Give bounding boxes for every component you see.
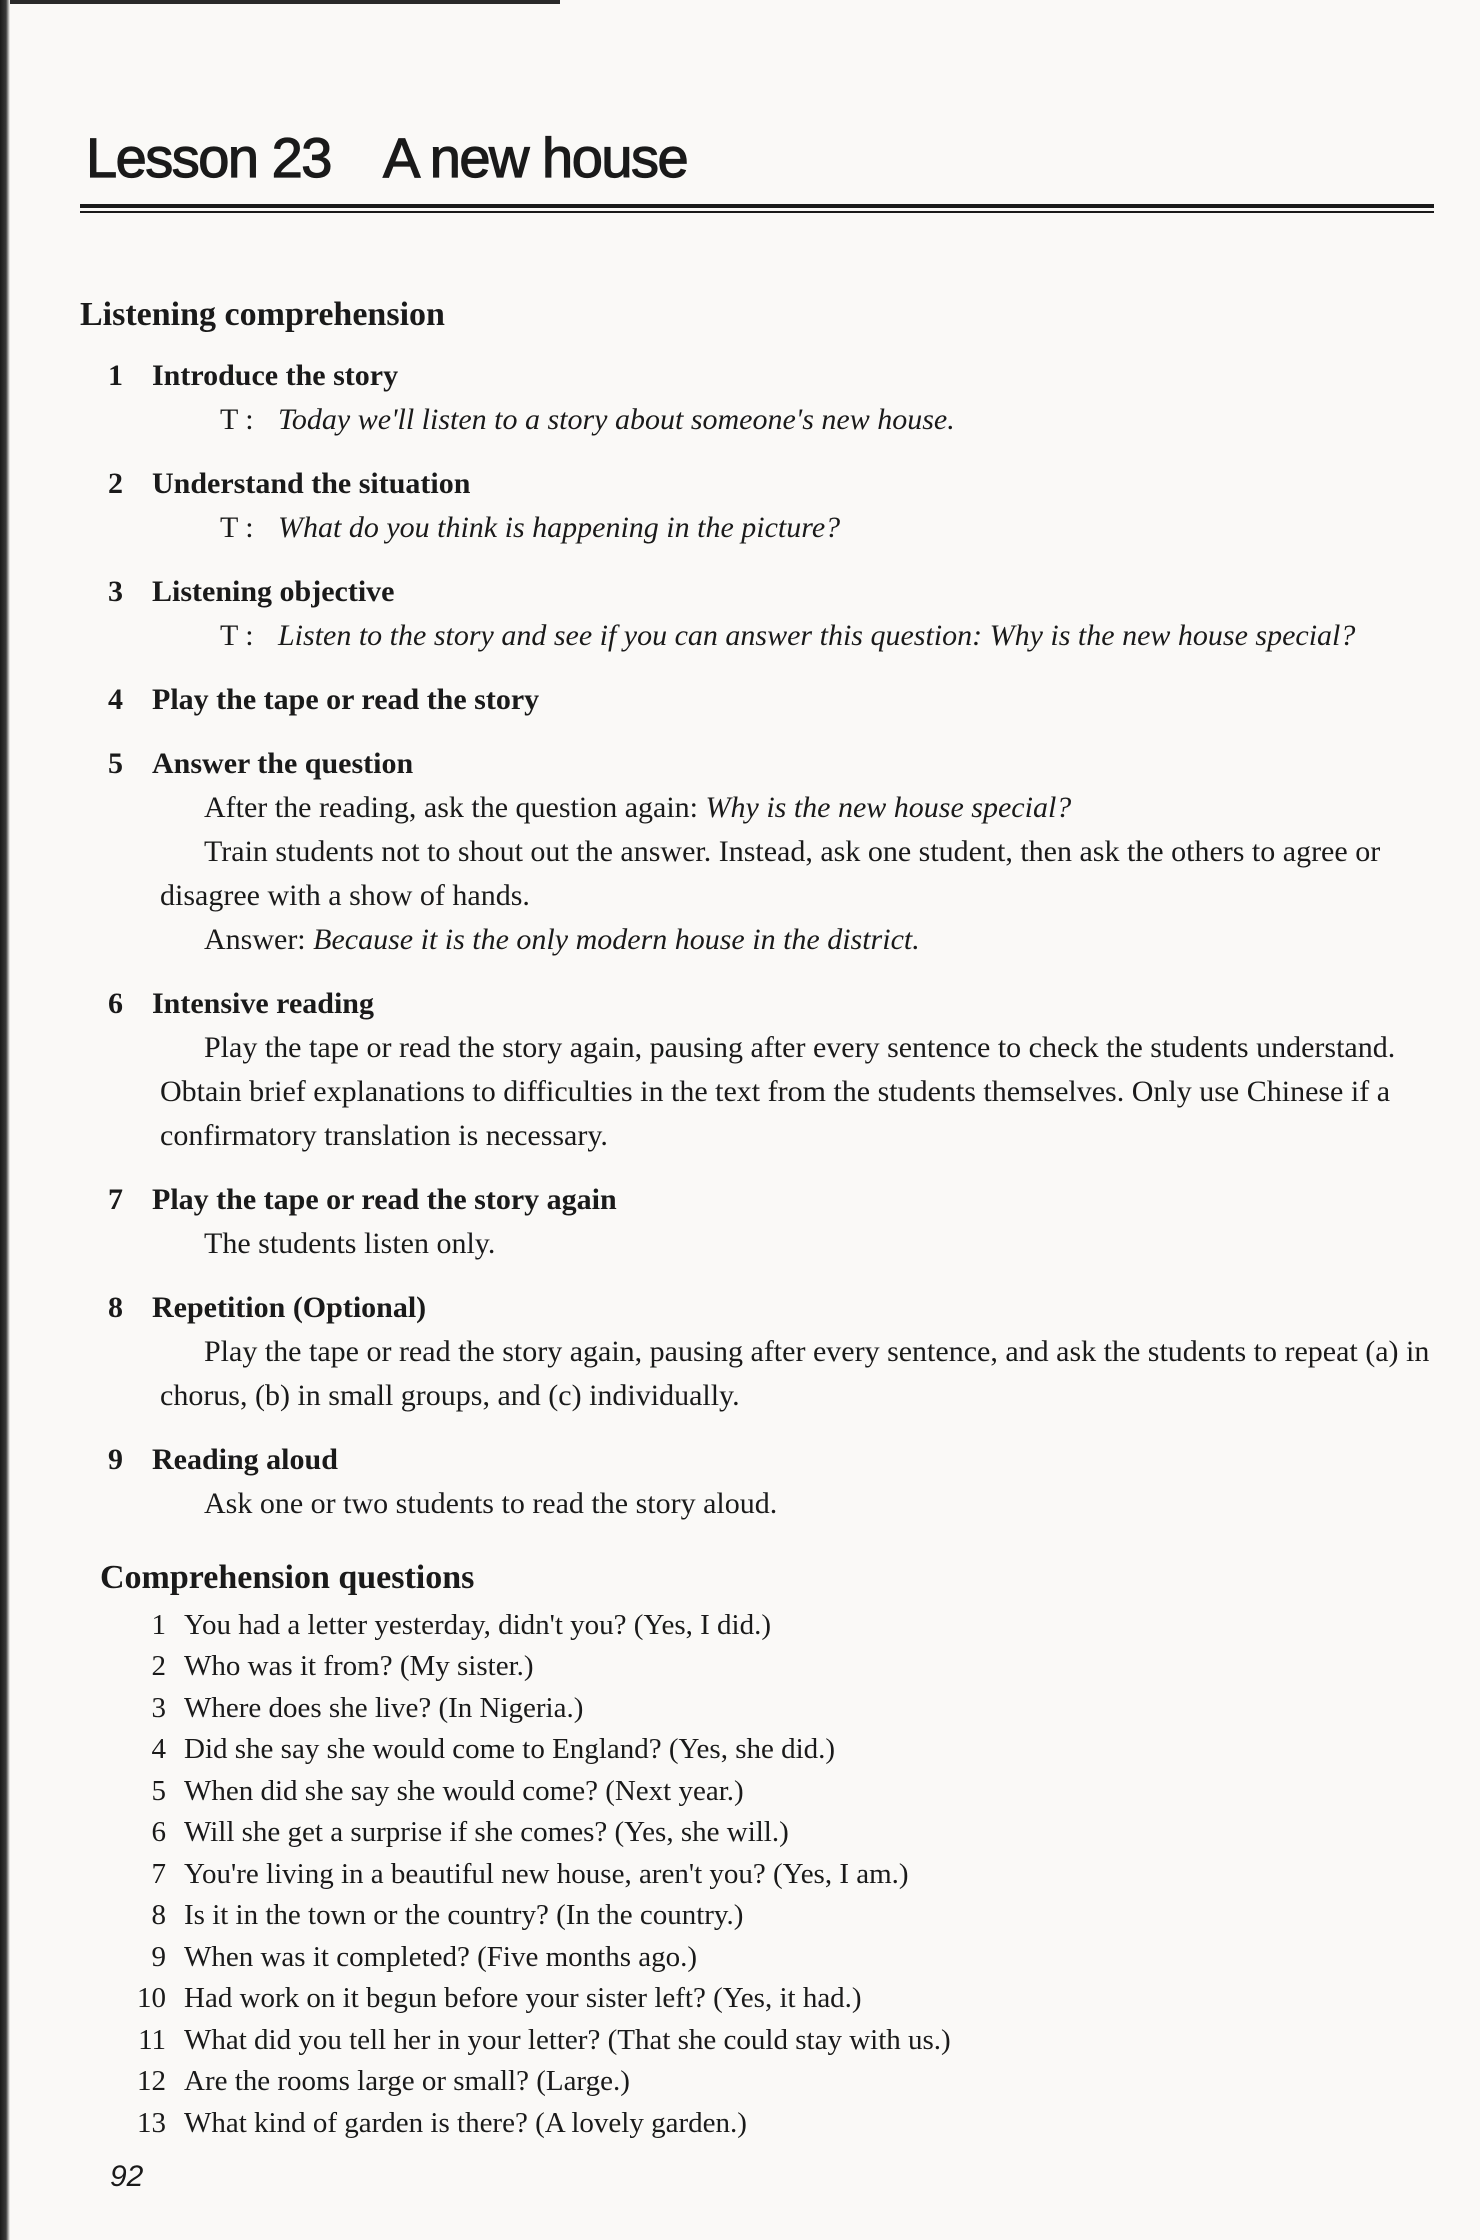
step-number: 4 [108,682,123,716]
question-item [120,1978,1440,2020]
teacher-label: T : [220,510,254,544]
question-number: 4 [151,1733,166,1766]
step-title: Understand the situation [152,466,471,500]
step-5 [80,742,1440,962]
question-item [120,1729,1440,1771]
question-text: When did she say she would come? (Next year.) [184,1774,744,1807]
question-item [120,2020,1440,2062]
teacher-prompt: Today we'll listen to a story about someone's new house. [278,402,955,436]
step-2 [80,462,1440,550]
step-paragraph: Train students not to shout out the answer. Instead, ask one student, then ask the others to agree or disagree with a show of hands. [160,834,1381,912]
step-number: 7 [108,1182,123,1216]
step-8 [80,1286,1440,1418]
teacher-label: T : [220,402,254,436]
question-text: When was it completed? (Five months ago.) [184,1940,698,1973]
step-title: Intensive reading [152,986,374,1020]
page-binding-edge [0,0,10,2240]
step-number: 8 [108,1290,123,1324]
question-number: 8 [151,1899,166,1932]
step-text: Ask one or two students to read the story aloud. [204,1486,778,1520]
step-title: Play the tape or read the story again [152,1182,617,1216]
teacher-prompt: Listen to the story and see if you can answer this question: Why is the new house special? [278,618,1356,652]
lesson-name: A new house [382,126,688,189]
title-rule [80,204,1434,213]
step-text [160,786,1440,830]
step-number: 9 [108,1442,123,1476]
question-number: 9 [151,1940,166,1973]
question-text: Will she get a surprise if she comes? (Yes, she will.) [184,1816,789,1849]
question-text: You're living in a beautiful new house, aren't you? (Yes, I am.) [184,1857,909,1890]
step-title: Repetition (Optional) [152,1290,427,1324]
question-item [120,1688,1440,1730]
step-title: Introduce the story [152,358,399,392]
listening-heading: Listening comprehension [80,296,445,333]
question-text: What kind of garden is there? (A lovely garden.) [184,2106,747,2139]
step-text-plain: After the reading, ask the question again: [204,790,706,824]
listening-steps [80,354,1440,1526]
textbook-page [80,126,1440,2144]
question-item [120,1937,1440,1979]
step-9 [80,1438,1440,1526]
question-text: Are the rooms large or small? (Large.) [184,2065,630,2098]
step-title: Reading aloud [152,1442,338,1476]
question-text: Is it in the town or the country? (In the country.) [184,1899,744,1932]
question-item [120,1771,1440,1813]
question-item [120,1895,1440,1937]
question-number: 13 [137,2106,166,2139]
step-number: 2 [108,466,123,500]
step-paragraph: Play the tape or read the story again, pausing after every sentence, and ask the students to repeat (a) in chorus, (b) in small groups, and (c) individually. [160,1334,1430,1412]
comprehension-heading: Comprehension questions [100,1558,475,1596]
question-number: 6 [151,1816,166,1849]
page-number: 92 [110,2160,144,2193]
step-4 [80,678,1440,722]
teacher-prompt: What do you think is happening in the picture? [278,510,841,544]
question-list [120,1605,1440,2145]
question-number: 7 [151,1857,166,1890]
question-number: 3 [151,1691,166,1724]
question-item [120,2061,1440,2103]
lesson-number: Lesson 23 [86,126,331,189]
step-3 [80,570,1440,658]
question-text: Did she say she would come to England? (Yes, she did.) [184,1733,836,1766]
answer-text: Because it is the only modern house in the district. [313,922,920,956]
question-number: 10 [137,1982,166,2015]
question-item [120,1605,1440,1647]
question-item [120,2103,1440,2145]
step-number: 3 [108,574,123,608]
question-number: 11 [138,2023,166,2056]
step-paragraph: Play the tape or read the story again, pausing after every sentence to check the students understand. Obtain brief explanations to difficulties in the text from the students themselves. Only use Chinese if a confirmatory translation is necessary. [160,1030,1396,1152]
answer-label: Answer: [204,922,314,956]
question-text: Where does she live? (In Nigeria.) [184,1691,584,1724]
question-number: 1 [151,1608,166,1641]
step-answer [160,918,1440,962]
question-text: Had work on it begun before your sister left? (Yes, it had.) [184,1982,862,2015]
step-title: Answer the question [152,746,414,780]
page-top-edge [0,0,560,4]
question-number: 12 [137,2065,166,2098]
question-number: 5 [151,1774,166,1807]
question-text: You had a letter yesterday, didn't you? (Yes, I did.) [184,1608,772,1641]
step-6 [80,982,1440,1158]
question-text: Who was it from? (My sister.) [184,1650,534,1683]
step-7 [80,1178,1440,1266]
question-item [120,1854,1440,1896]
step-1 [80,354,1440,442]
question-item [120,1646,1440,1688]
step-title: Play the tape or read the story [152,682,540,716]
step-text-question: Why is the new house special? [705,790,1072,824]
question-number: 2 [151,1650,166,1683]
step-number: 5 [108,746,123,780]
step-number: 6 [108,986,123,1020]
question-text: What did you tell her in your letter? (That she could stay with us.) [184,2023,951,2056]
step-text: The students listen only. [204,1226,496,1260]
step-title: Listening objective [152,574,395,608]
question-item [120,1812,1440,1854]
lesson-title [80,126,1440,189]
step-number: 1 [108,358,123,392]
teacher-label: T : [220,618,254,652]
